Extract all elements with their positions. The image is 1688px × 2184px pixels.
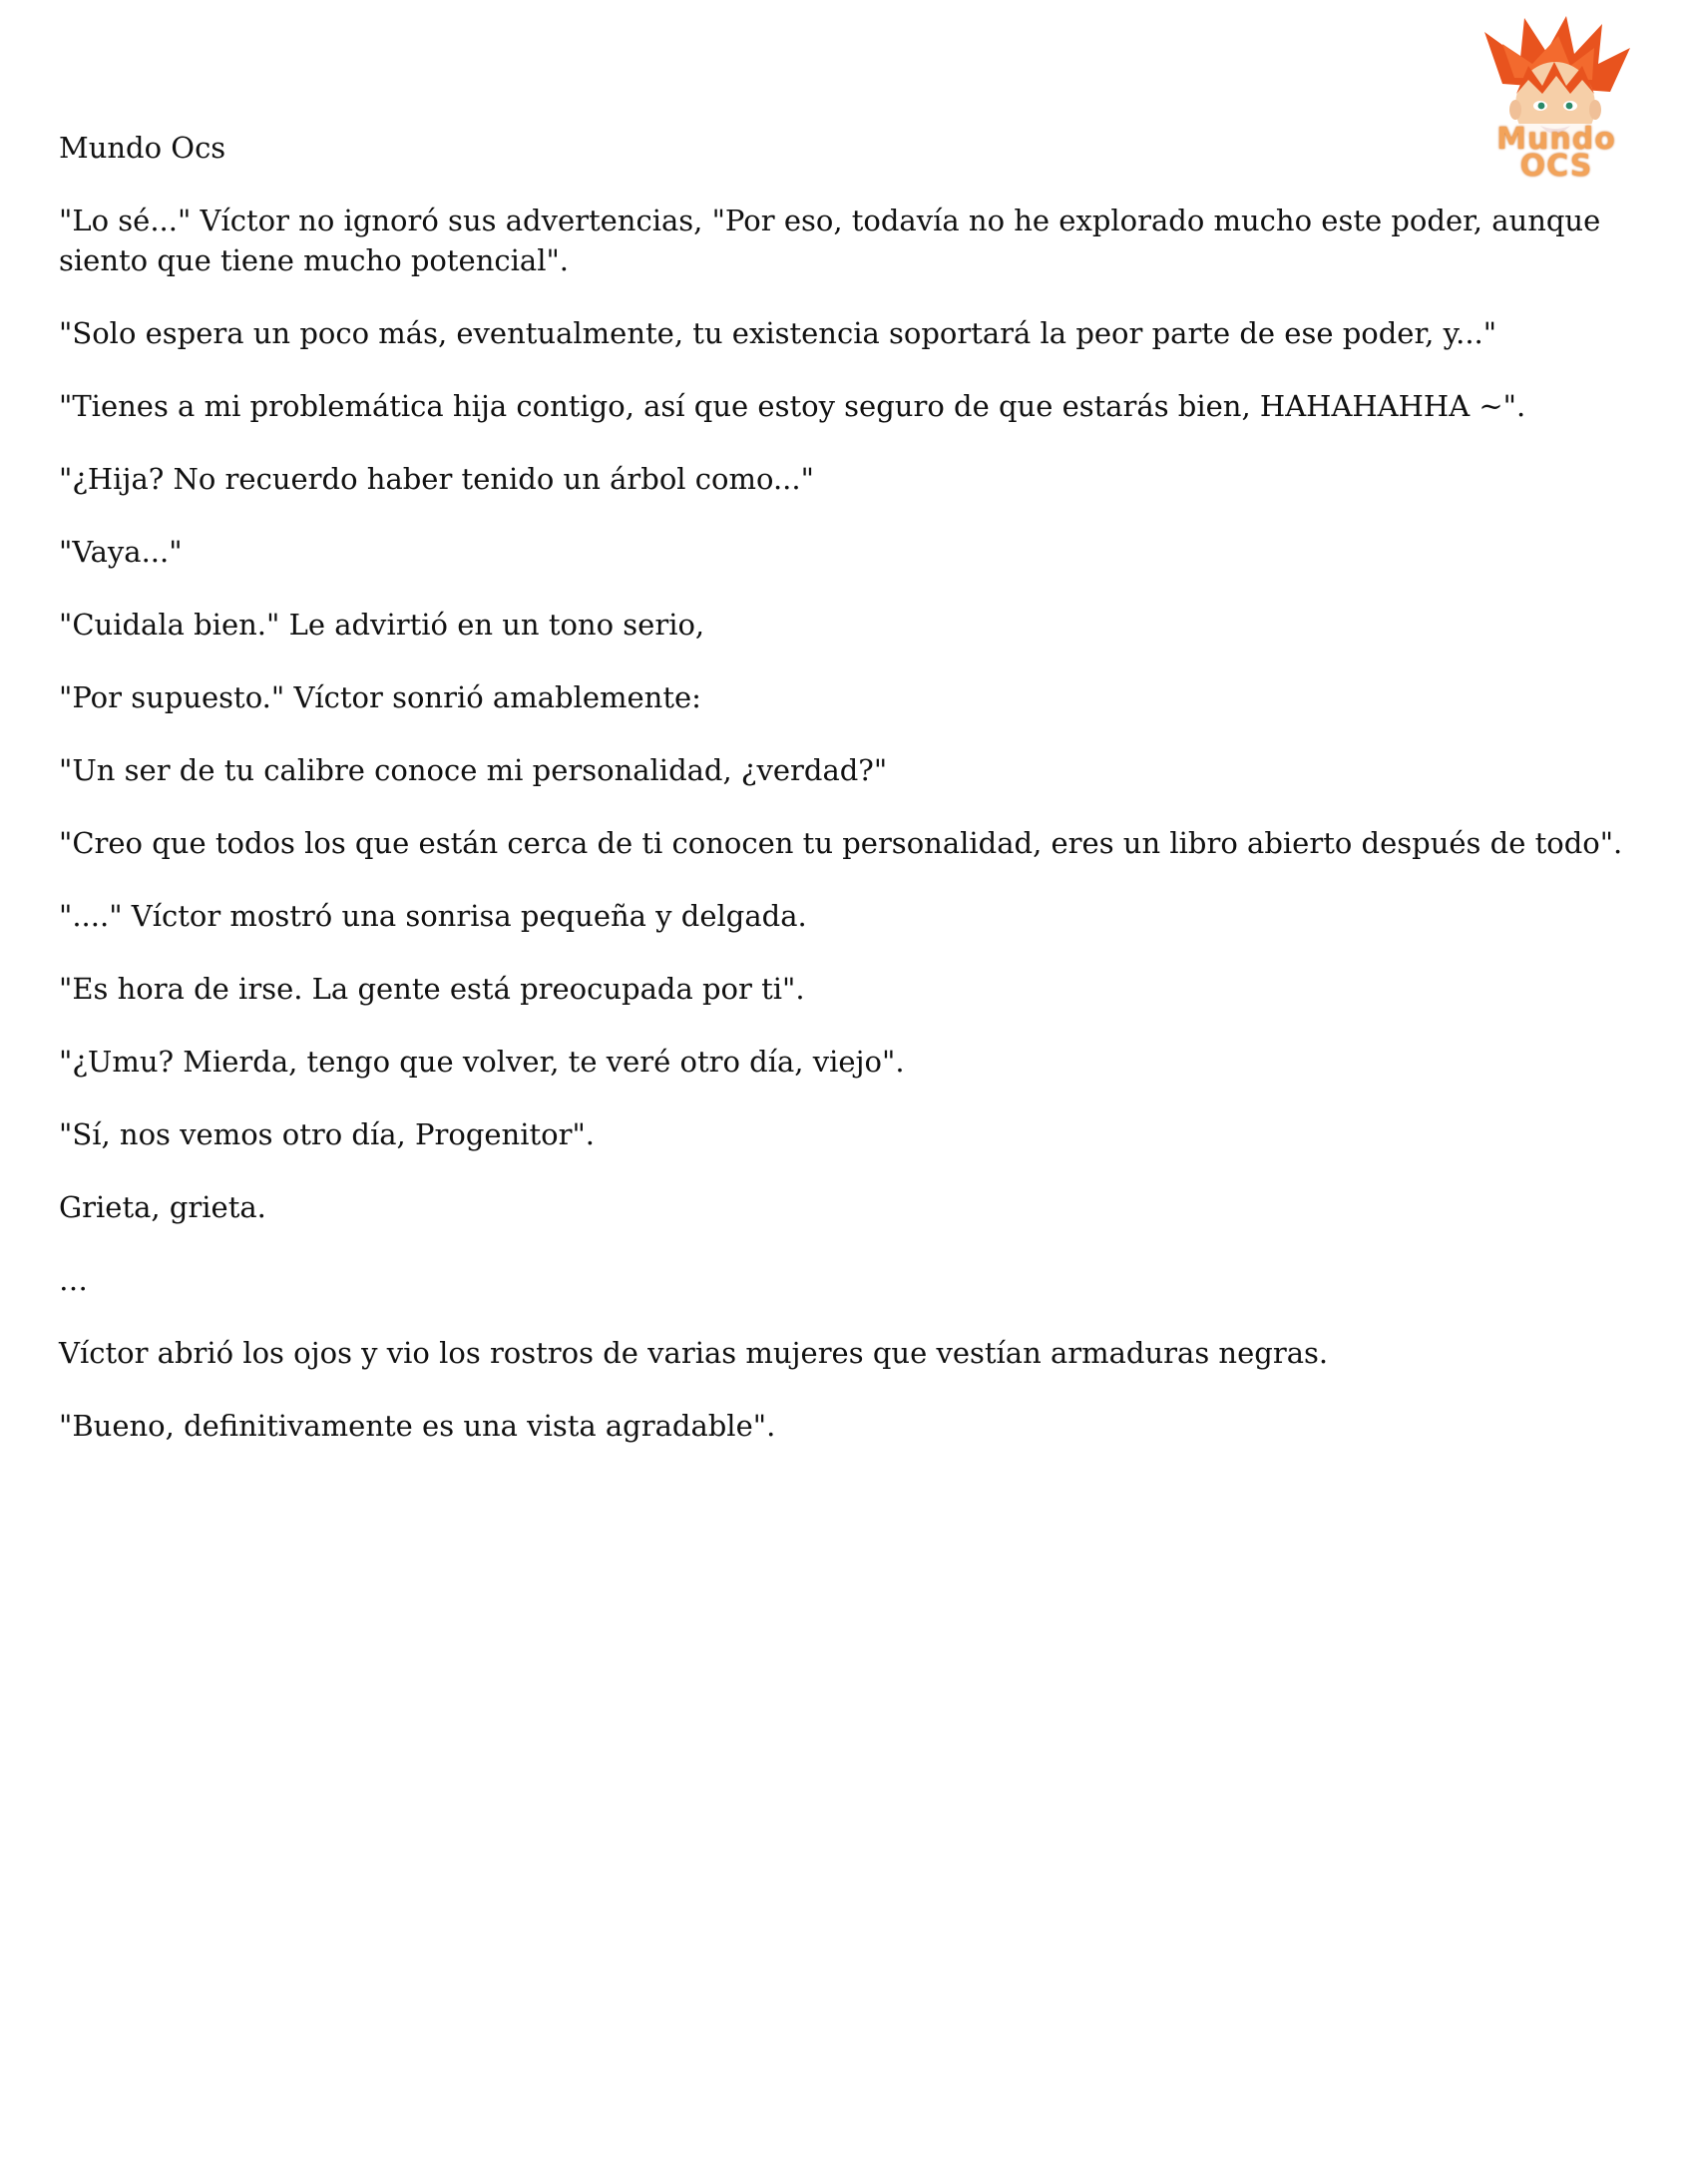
paragraph: "Lo sé..." Víctor no ignoró sus advertencias, "Por eso, todavía no he explorado mucho este poder, aunque siento que tiene mucho potencial". <box>59 204 1601 277</box>
logo-text: Mundo OCS <box>1496 122 1616 184</box>
paragraph: "Bueno, definitivamente es una vista agradable". <box>59 1409 776 1443</box>
paragraph: "Vaya..." <box>59 535 183 569</box>
paragraph: "Creo que todos los que están cerca de ti conocen tu personalidad, eres un libro abierto después de todo". <box>59 826 1623 860</box>
paragraph: "...." Víctor mostró una sonrisa pequeña y delgada. <box>59 899 807 933</box>
paragraph: "¿Hija? No recuerdo haber tenido un árbol como..." <box>59 462 814 496</box>
paragraph: Grieta, grieta. <box>59 1190 266 1224</box>
document-body <box>59 128 1635 1479</box>
paragraph: "Solo espera un poco más, eventualmente, tu existencia soportará la peor parte de ese poder, y..." <box>59 316 1497 350</box>
paragraph: "Sí, nos vemos otro día, Progenitor". <box>59 1117 596 1151</box>
paragraph: "Por supuesto." Víctor sonrió amablemente: <box>59 680 701 714</box>
site-name-header: Mundo Ocs <box>59 131 226 165</box>
paragraph: "Tienes a mi problemática hija contigo, así que estoy seguro de que estarás bien, HAHAHAHHA ~". <box>59 389 1526 423</box>
paragraph: "Cuidala bien." Le advirtió en un tono serio, <box>59 608 705 642</box>
paragraph: … <box>59 1263 88 1297</box>
paragraph: "Es hora de irse. La gente está preocupada por ti". <box>59 972 805 1006</box>
paragraph: Víctor abrió los ojos y vio los rostros de varias mujeres que vestían armaduras negras. <box>59 1336 1329 1370</box>
paragraph: "Un ser de tu calibre conoce mi personalidad, ¿verdad?" <box>59 753 888 787</box>
paragraph: "¿Umu? Mierda, tengo que volver, te veré otro día, viejo". <box>59 1045 905 1079</box>
